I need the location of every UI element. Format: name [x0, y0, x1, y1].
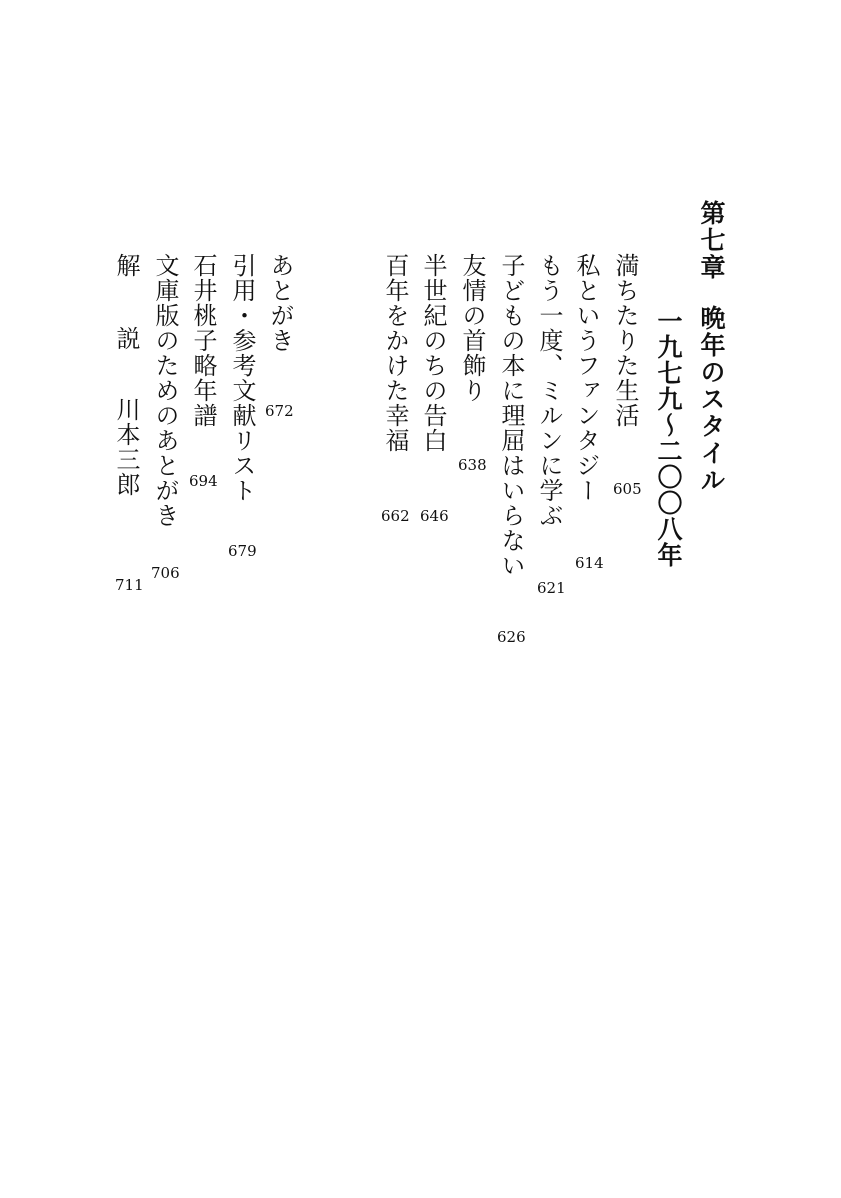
toc-entry-title: 引用・参考文献リスト: [228, 253, 256, 503]
toc-entry-title: 百年をかけた幸福: [381, 253, 409, 453]
chapter-label: 第七章: [697, 200, 726, 281]
toc-entry-title: 満ちたりた生活: [611, 253, 639, 428]
commentary-title-first: 解: [112, 253, 140, 278]
toc-entry-page: 672: [265, 402, 294, 420]
toc-entry-page: 621: [537, 579, 566, 597]
toc-entry-title: 石井桃子略年譜: [189, 253, 217, 428]
toc-entry-title: あとがき: [266, 253, 294, 353]
toc-entry-title: 子どもの本に理屈はいらない: [497, 253, 525, 578]
chapter-years: 一九七九〜二〇〇八年: [654, 308, 683, 568]
toc-entry-page: 706: [151, 564, 180, 582]
toc-entry-page: 679: [228, 542, 257, 560]
toc-entry-title: 文庫版のためのあとがき: [151, 253, 179, 528]
chapter-heading: [699, 200, 724, 494]
toc-entry-page: 694: [189, 472, 218, 490]
toc-entry-page: 626: [497, 628, 526, 646]
commentary-entry: [114, 253, 138, 497]
toc-entry-page: 638: [458, 456, 487, 474]
toc-entry-page: 662: [381, 507, 410, 525]
toc-entry-title: 私というファンタジー: [572, 253, 600, 503]
chapter-title: 晩年のスタイル: [697, 305, 726, 494]
toc-entry-page: 614: [575, 554, 604, 572]
toc-entry-title: もう一度、ミルンに学ぶ: [535, 253, 563, 528]
toc-entry-page: 605: [613, 480, 642, 498]
toc-entry-page: 711: [115, 576, 144, 594]
toc-entry-page: 646: [420, 507, 449, 525]
toc-entry-title: 半世紀のちの告白: [419, 253, 447, 453]
commentary-title-second: 説: [112, 326, 140, 351]
commentary-author: 川本三郎: [112, 397, 140, 497]
toc-entry-title: 友情の首飾り: [458, 253, 486, 403]
